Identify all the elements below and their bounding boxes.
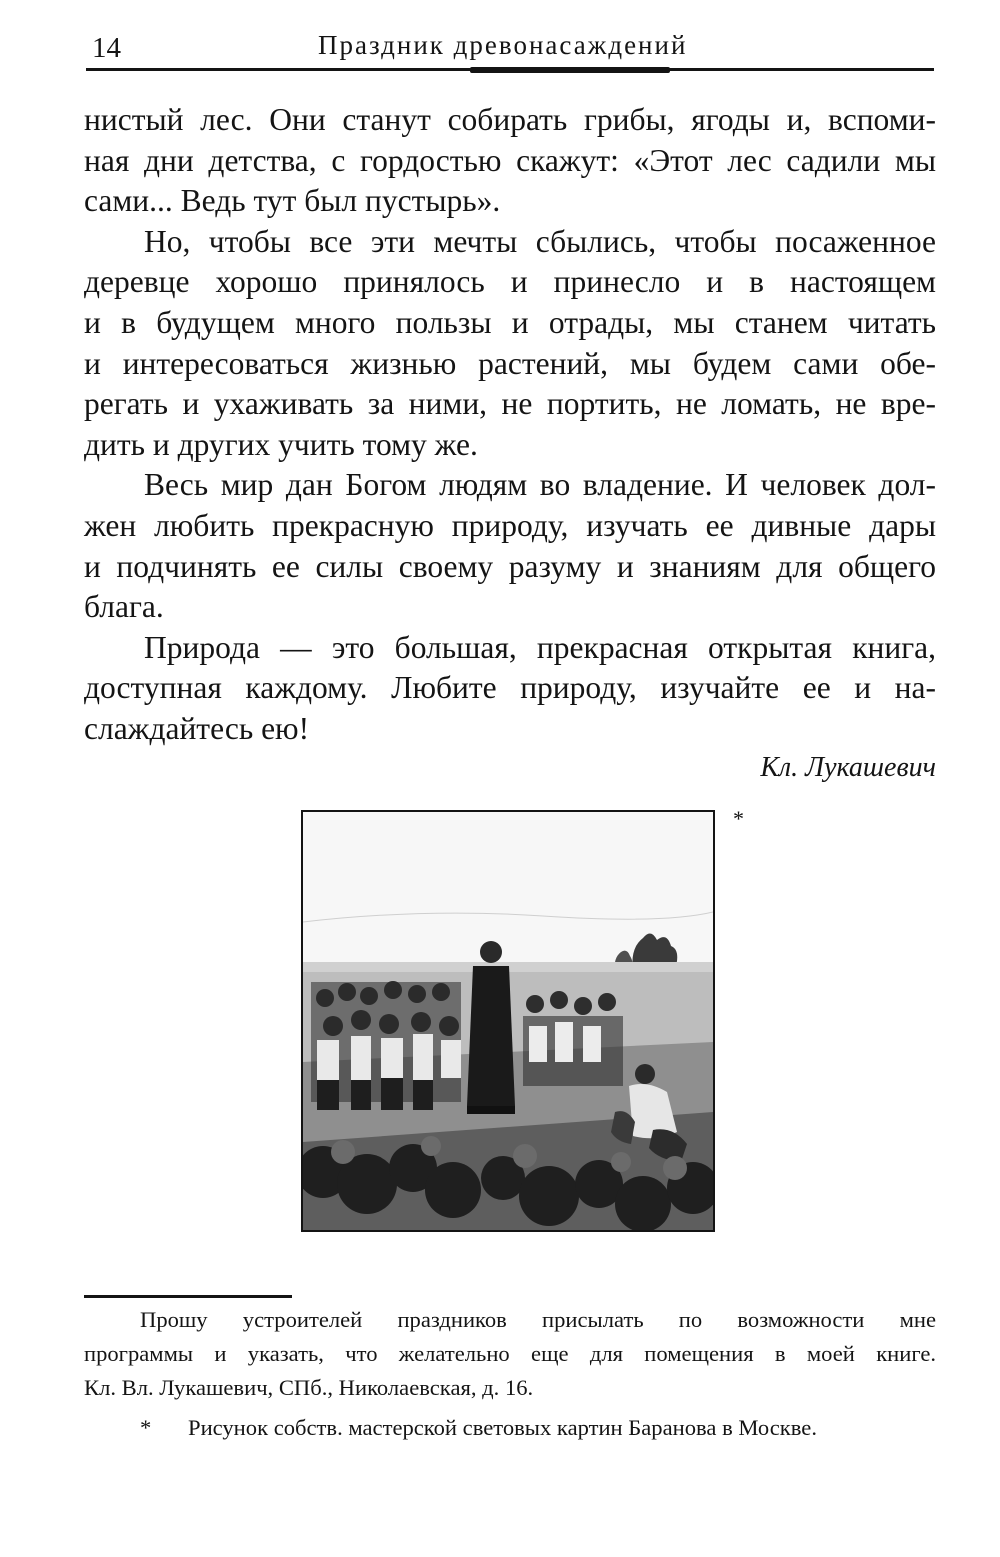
text-line: и в будущем много пользы и отрады, мы станем читать — [84, 304, 936, 340]
footnote-1 — [84, 1303, 936, 1405]
paragraph-3 — [84, 465, 936, 627]
text-line: Но, чтобы все эти мечты сбылись, чтобы посаженное — [144, 223, 936, 259]
illustration-drawing — [303, 812, 713, 1230]
text-line: и интересоваться жизнью растений, мы будем сами обе- — [84, 345, 936, 381]
text-line: Природа — это большая, прекрасная открытая книга, — [144, 629, 936, 665]
paragraph-1 — [84, 100, 936, 222]
text-line: блага. — [84, 589, 164, 625]
footnote-rule — [84, 1295, 292, 1298]
footnote-text: Рисунок собств. мастерской световых картин Баранова в Москве. — [188, 1415, 817, 1440]
text-line: доступная каждому. Любите природу, изучайте ее и на- — [84, 670, 936, 706]
illustration-asterisk: * — [733, 806, 744, 831]
text-line: Весь мир дан Богом людям во владение. И человек дол- — [144, 467, 936, 503]
footnote-mark: * — [140, 1415, 152, 1440]
page-number: 14 — [92, 32, 121, 64]
footnote-2 — [84, 1411, 936, 1445]
author-signature: Кл. Лукашевич — [760, 752, 936, 783]
text-line: слаждайтесь ею! — [84, 710, 310, 746]
text-line: регать и ухаживать за ними, не портить, не ломать, не вре- — [84, 386, 936, 422]
body-text — [84, 100, 936, 750]
header-rule-accent — [470, 67, 670, 73]
illustration — [301, 810, 715, 1232]
footnotes — [84, 1303, 936, 1445]
running-title: Праздник древонасаждений — [318, 30, 688, 60]
text-line: нистый лес. Они станут собирать грибы, ягоды и, вспоми- — [84, 102, 936, 137]
text-line: ная дни детства, с гордостью скажут: «Этот лес садили мы — [84, 142, 936, 178]
footnote-line: программы и указать, что желательно еще для помещения в моей книге. — [84, 1341, 936, 1366]
paragraph-2 — [84, 222, 936, 466]
text-line: дить и других учить тому же. — [84, 426, 478, 462]
text-line: сами... Ведь тут был пустырь». — [84, 183, 501, 219]
text-line: деревце хорошо принялось и принесло и в настоящем — [84, 264, 936, 300]
footnote-line: Кл. Вл. Лукашевич, СПб., Николаевская, д. 16. — [84, 1375, 534, 1400]
footnote-line: Прошу устроителей праздников присылать по возможности мне — [140, 1307, 936, 1332]
page-header — [0, 0, 1000, 80]
paragraph-4 — [84, 628, 936, 750]
text-line: жен любить прекрасную природу, изучать ее дивные дары — [84, 507, 936, 543]
text-line: и подчинять ее силы своему разуму и знаниям для общего — [84, 548, 936, 584]
